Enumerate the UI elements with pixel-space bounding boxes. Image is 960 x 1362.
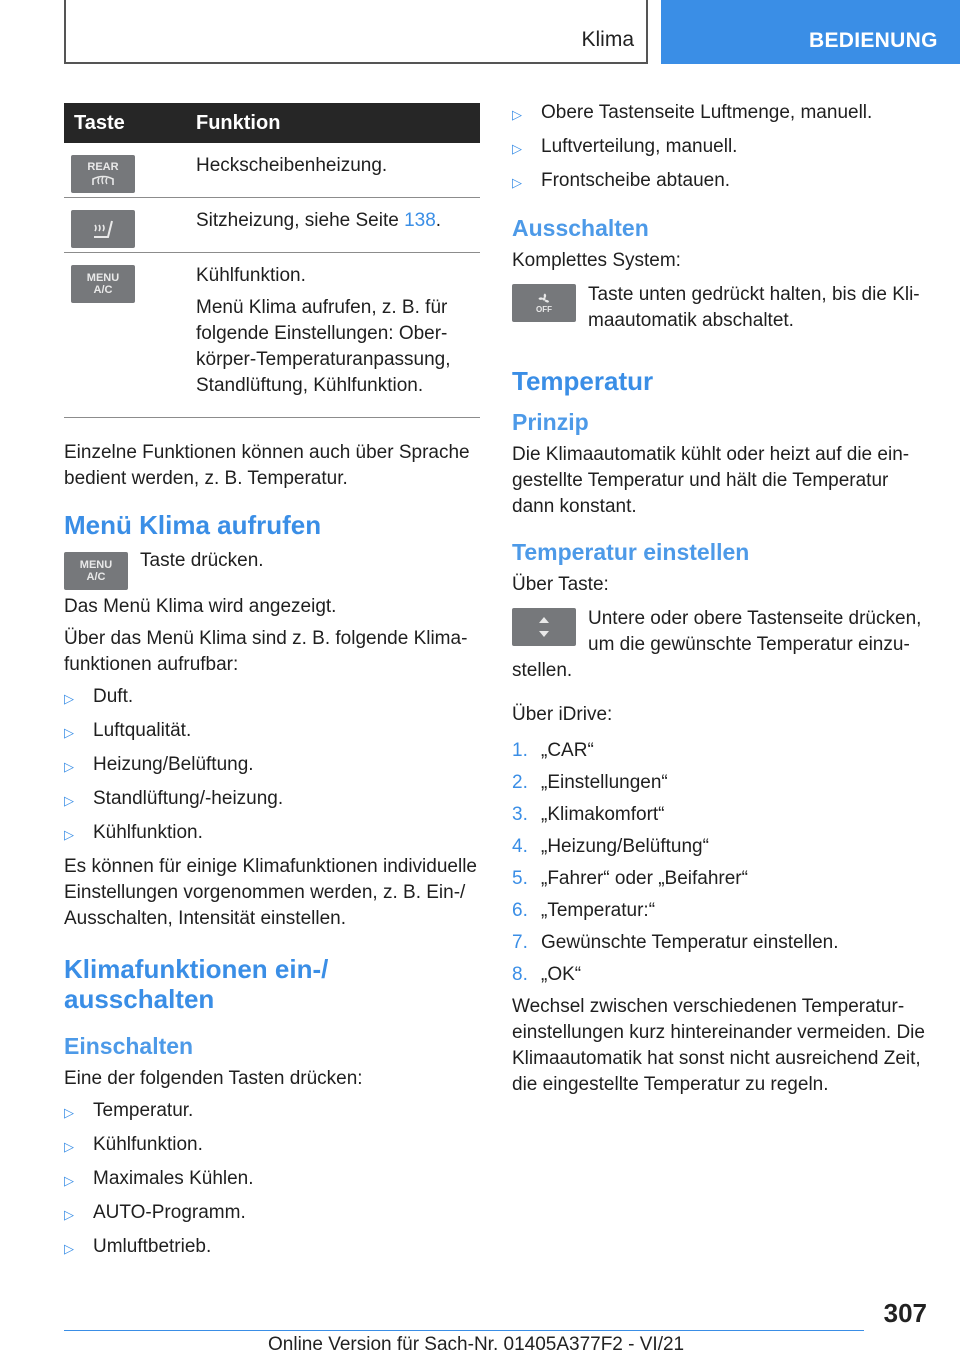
heading-temperatur-einstellen: Temperatur einstellen: [512, 539, 750, 565]
rear-defrost-button: [71, 155, 135, 193]
header-box: [64, 0, 648, 64]
page-reference-link[interactable]: 138: [404, 210, 436, 231]
list-item: [64, 684, 480, 712]
list-item: [512, 738, 932, 764]
list-item-text: Heizung/Belüftung.: [93, 754, 254, 775]
function-description: Menü Klima aufrufen, z. B. für folgende Einstellungen: Ober-körper-Temperaturanpassung, Standlüftung, Kühlfunktion.: [196, 297, 451, 396]
intro-paragraph: Einzelne Funktionen können auch über Sprache bedient werden, z. B. Temperatur.: [64, 442, 470, 489]
press-instruction: Taste drücken.: [140, 550, 264, 571]
list-item: [64, 1200, 480, 1228]
on-key-list: [64, 1098, 480, 1262]
list-item-text: „Fahrer“ oder „Beifahrer“: [541, 868, 748, 889]
heading-line-2: ausschalten: [64, 984, 215, 1014]
list-item: [512, 168, 932, 196]
triangle-bullet-icon: ▷: [64, 1139, 74, 1154]
footer-divider: [64, 1330, 864, 1331]
menu-shown-text: Das Menü Klima wird angezeigt.: [64, 596, 337, 617]
list-item-text: AUTO-Programm.: [93, 1202, 246, 1223]
triangle-bullet-icon: ▷: [512, 107, 522, 122]
heading-menu-klima: Menü Klima aufrufen: [64, 510, 322, 540]
step-number: 7.: [512, 932, 528, 953]
list-item: [512, 834, 932, 860]
menu-ac-button: [64, 552, 128, 590]
via-key-text: Über Taste:: [512, 574, 609, 595]
list-item: [512, 134, 932, 162]
step-number: 5.: [512, 868, 528, 889]
list-item: [512, 100, 932, 128]
list-item-text: Duft.: [93, 686, 134, 707]
rear-defrost-icon: [90, 173, 116, 187]
heading-temperatur: Temperatur: [512, 366, 654, 396]
list-item-text: Luftqualität.: [93, 720, 192, 741]
triangle-bullet-icon: ▷: [64, 691, 74, 706]
heading-prinzip: Prinzip: [512, 409, 589, 435]
triangle-bullet-icon: ▷: [512, 141, 522, 156]
temperature-rocker-button: [512, 608, 576, 646]
list-item-text: „Temperatur:“: [541, 900, 656, 921]
page-number: 307: [883, 1298, 927, 1328]
menu-ac-button: [71, 265, 135, 303]
list-item: [512, 898, 932, 924]
chapter-tab: BEDIENUNG: [661, 0, 960, 64]
list-item: [512, 802, 932, 828]
step-number: 6.: [512, 900, 528, 921]
off-intro: Komplettes System:: [512, 250, 681, 271]
triangle-bullet-icon: ▷: [64, 1241, 74, 1256]
triangle-bullet-icon: ▷: [64, 1173, 74, 1188]
on-intro: Eine der folgenden Tasten drücken:: [64, 1068, 363, 1089]
idrive-steps-list: [512, 738, 932, 988]
step-number: 3.: [512, 804, 528, 825]
left-column: [64, 103, 480, 1268]
list-item-text: Luftverteilung, manuell.: [541, 136, 738, 157]
list-item: [512, 930, 932, 956]
list-item: [64, 718, 480, 746]
triangle-bullet-icon: ▷: [512, 175, 522, 190]
menu-function-list: [64, 684, 480, 848]
triangle-bullet-icon: ▷: [64, 1207, 74, 1222]
list-item-text: Umluftbetrieb.: [93, 1236, 212, 1257]
principle-text: Die Klimaautomatik kühlt oder heizt auf die ein-gestellte Temperatur und hält die Temperatur dann konstant.: [512, 444, 910, 517]
ac-key-label: A/C: [86, 571, 106, 583]
list-item: [64, 1098, 480, 1126]
col-header-function: Funktion: [196, 111, 281, 134]
triangle-bullet-icon: ▷: [64, 725, 74, 740]
via-idrive-text: Über iDrive:: [512, 704, 613, 725]
list-item-text: „CAR“: [541, 740, 594, 761]
list-item-text: „Heizung/Belüftung“: [541, 836, 709, 857]
list-item: [512, 770, 932, 796]
list-item: [64, 1132, 480, 1160]
rear-key-label: REAR: [87, 161, 119, 173]
list-item: [64, 1166, 480, 1194]
function-text: Heckscheibenheizung.: [196, 155, 388, 176]
step-number: 4.: [512, 836, 528, 857]
footer-version: Online Version für Sach-Nr. 01405A377F2 - VI/21: [268, 1334, 685, 1355]
off-key-label: OFF: [536, 304, 552, 314]
list-item: [64, 752, 480, 780]
ac-key-label: A/C: [93, 284, 113, 296]
list-item: [64, 1234, 480, 1262]
list-item-text: „Einstellungen“: [541, 772, 668, 793]
table-row: [64, 253, 480, 418]
function-text: Kühlfunktion.: [196, 265, 306, 286]
temperature-note: Wechsel zwischen verschiedenen Temperatur-einstellungen kurz hintereinander vermeiden. Die Klimaautomatik hat sonst nicht ausreichend Zeit, die eingestellte Temperatur zu regeln.: [512, 996, 925, 1095]
heading-klimafunktionen: [64, 954, 480, 1014]
up-down-arrows-icon: [537, 614, 551, 640]
list-item-text: Kühlfunktion.: [93, 822, 203, 843]
fan-off-button: [512, 284, 576, 322]
step-number: 2.: [512, 772, 528, 793]
list-item-text: Kühlfunktion.: [93, 1134, 203, 1155]
off-text: Taste unten gedrückt halten, bis die Kli-maautomatik abschaltet.: [588, 284, 920, 331]
menu-list-intro: Über das Menü Klima sind z. B. folgende Klima-funktionen aufrufbar:: [64, 628, 468, 675]
settings-note: Es können für einige Klimafunktionen individuelle Einstellungen vorgenommen werden, z. B. Ein-/ Ausschalten, Intensität einstellen.: [64, 856, 477, 929]
col-header-key: Taste: [74, 111, 125, 134]
list-item-text: Obere Tastenseite Luftmenge, manuell.: [541, 102, 873, 123]
list-item: [64, 820, 480, 848]
menu-key-label: MENU: [86, 272, 120, 284]
list-item-text: Gewünschte Temperatur einstellen.: [541, 932, 839, 953]
key-instruction: Untere oder obere Tastenseite drücken, um die gewünschte Temperatur einzu-stellen.: [512, 608, 922, 681]
list-item: [512, 866, 932, 892]
triangle-bullet-icon: ▷: [64, 827, 74, 842]
list-item-text: „Klimakomfort“: [541, 804, 665, 825]
list-item: [512, 962, 932, 988]
list-item-text: Frontscheibe abtauen.: [541, 170, 731, 191]
function-text-suffix: .: [435, 210, 442, 231]
heading-ausschalten: Ausschalten: [512, 215, 649, 241]
right-column: [512, 100, 932, 1104]
table-row: [64, 143, 480, 198]
menu-key-label: MENU: [79, 559, 113, 571]
fan-icon: [537, 293, 551, 305]
list-item: [64, 786, 480, 814]
table-header: [64, 103, 480, 143]
list-item-text: Maximales Kühlen.: [93, 1168, 254, 1189]
step-number: 1.: [512, 740, 528, 761]
list-item-text: Temperatur.: [93, 1100, 194, 1121]
list-item-text: Standlüftung/-heizung.: [93, 788, 284, 809]
seat-heating-button: [71, 210, 135, 248]
section-title: Klima: [581, 28, 634, 51]
triangle-bullet-icon: ▷: [64, 793, 74, 808]
step-number: 8.: [512, 964, 528, 985]
seat-heating-icon: [88, 217, 118, 241]
heading-line-1: Klimafunktionen ein-/: [64, 954, 329, 984]
heading-einschalten: Einschalten: [64, 1033, 194, 1059]
table-row: [64, 198, 480, 253]
on-key-list-continued: [512, 100, 932, 196]
triangle-bullet-icon: ▷: [64, 1105, 74, 1120]
function-text: Sitzheizung, siehe Seite: [196, 210, 405, 231]
list-item-text: „OK“: [541, 964, 582, 985]
triangle-bullet-icon: ▷: [64, 759, 74, 774]
